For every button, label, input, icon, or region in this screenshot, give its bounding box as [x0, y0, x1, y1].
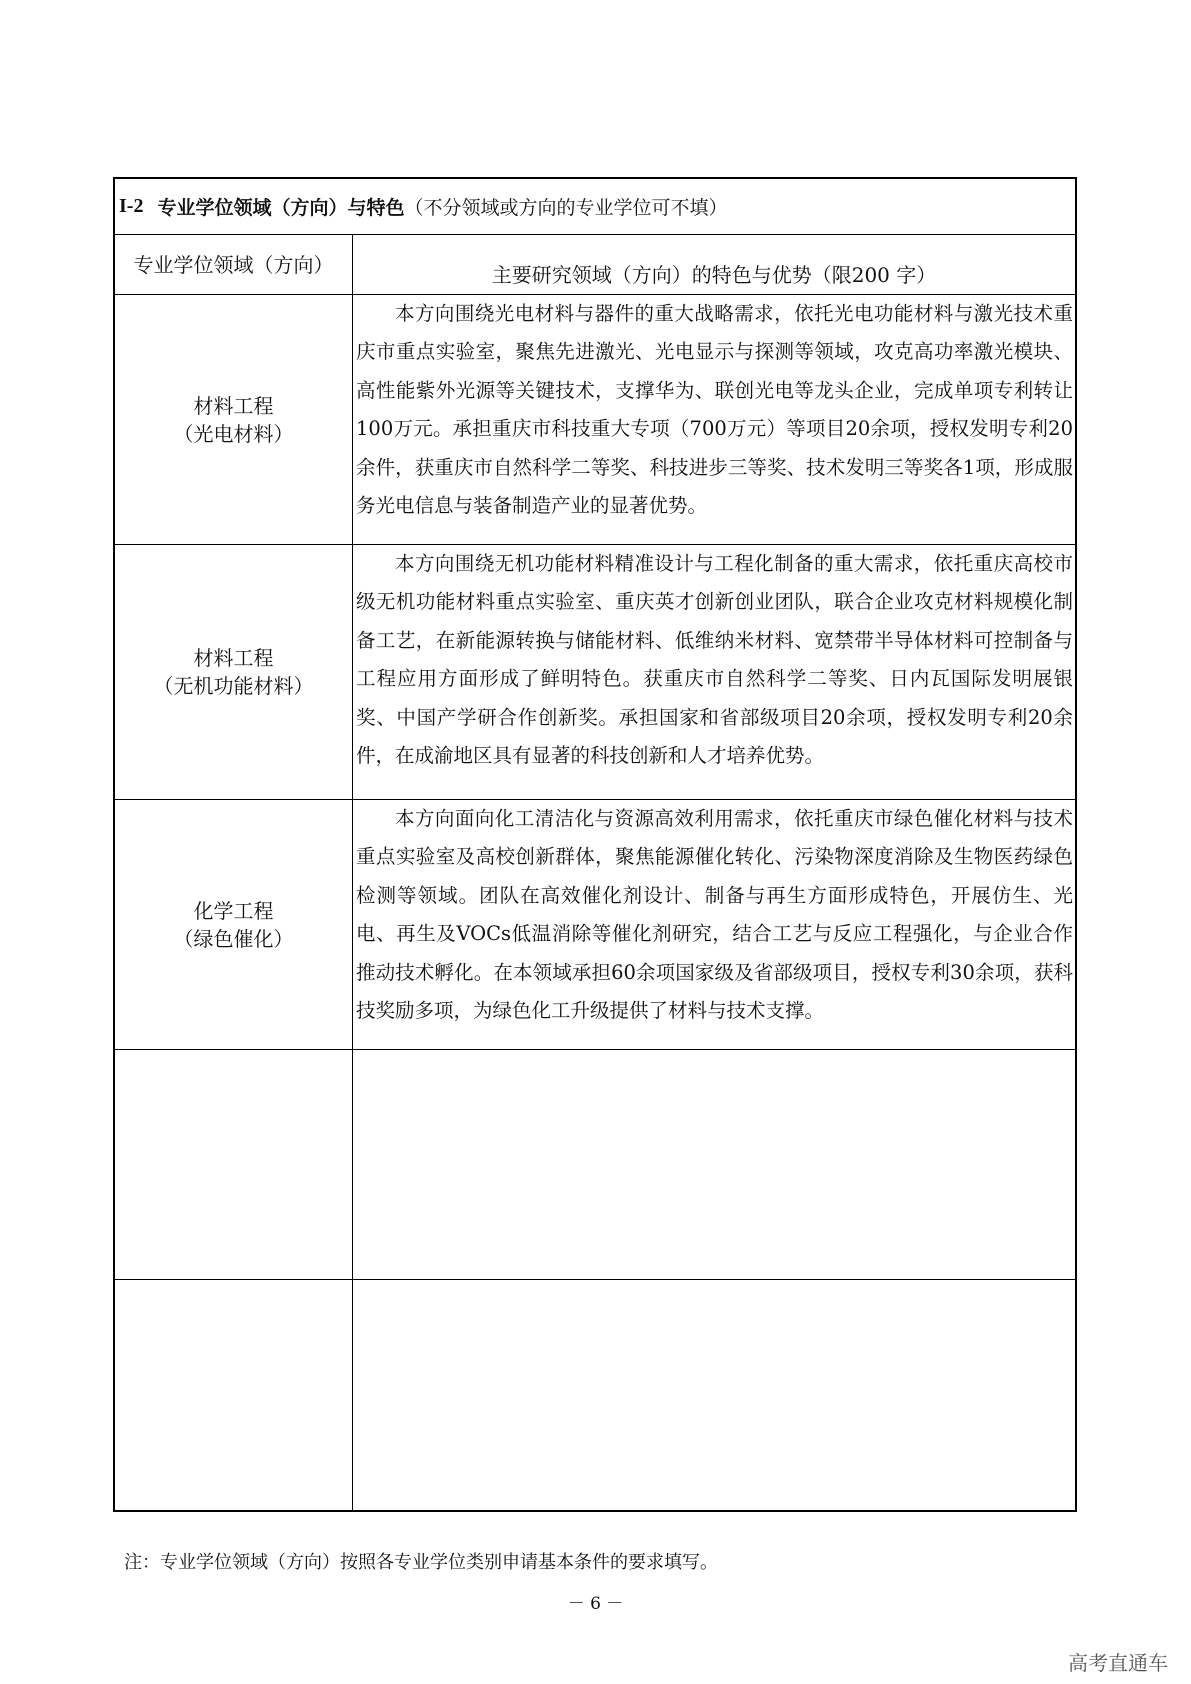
watermark: 高考直通车: [1068, 1651, 1168, 1675]
field-name: 材料工程: [193, 393, 274, 418]
table-row-empty: [115, 1280, 1075, 1510]
description-text: 本方向面向化工清洁化与资源高效利用需求，依托重庆市绿色催化材料与技术重点实验室及高校创新群体，聚焦能源催化转化、污染物深度消除及生物医药绿色检测等领域。团队在高效催化剂设计、制备与再生方面形成特色，开展仿生、光电、再生及VOCs低温消除等催化剂研究，结合工艺与反应工程强化，与企业合作推动技术孵化。在本领域承担60余项国家级及省部级项目，授权专利30余项，获科技奖励多项，为绿色化工升级提供了材料与技术支撑。: [356, 807, 1073, 1023]
section-title-row: [115, 179, 1075, 235]
header-field-label: 专业学位领域（方向）: [133, 253, 334, 277]
section-note: （不分领域或方向的专业学位可不填）: [404, 197, 728, 219]
description-cell: [353, 800, 1075, 1049]
table-header-row: [115, 235, 1075, 295]
field-direction: （绿色催化）: [173, 926, 294, 951]
field-cell: [115, 295, 353, 544]
header-field-cell: [115, 235, 353, 294]
description-cell-empty: [353, 1050, 1075, 1279]
description-text: 本方向围绕无机功能材料精准设计与工程化制备的重大需求，依托重庆高校市级无机功能材料重点实验室、重庆英才创新创业团队，联合企业攻克材料规模化制备工艺，在新能源转换与储能材料、低维纳米材料、宽禁带半导体材料可控制备与工程应用方面形成了鲜明特色。获重庆市自然科学二等奖、日内瓦国际发明展银奖、中国产学研合作创新奖。承担国家和省部级项目20余项，授权发明专利20余件，在成渝地区具有显著的科技创新和人才培养优势。: [356, 552, 1073, 768]
field-direction: （光电材料）: [173, 421, 294, 446]
footnote: 注：专业学位领域（方向）按照各专业学位类别申请基本条件的要求填写。: [124, 1552, 718, 1573]
field-name: 化学工程: [193, 898, 274, 923]
section-title: 专业学位领域（方向）与特色: [157, 197, 405, 219]
field-name: 材料工程: [193, 646, 274, 670]
form-table: [113, 177, 1077, 1512]
field-direction: （无机功能材料）: [153, 674, 314, 698]
description-text: 本方向围绕光电材料与器件的重大战略需求，依托光电功能材料与激光技术重庆市重点实验室，聚焦先进激光、光电显示与探测等领域，攻克高功率激光模块、高性能紫外光源等关键技术，支撑华为、联创光电等龙头企业，完成单项专利转让100万元。承担重庆市科技重大专项（700万元）等项目20余项，授权发明专利20余件，获重庆市自然科学二等奖、科技进步三等奖、技术发明三等奖各1项，形成服务光电信息与装备制造产业的显著优势。: [356, 302, 1073, 518]
description-cell: [353, 295, 1075, 544]
field-cell-empty: [115, 1050, 353, 1279]
table-row: [115, 295, 1075, 545]
table-row-empty: [115, 1050, 1075, 1280]
header-description-label: 主要研究领域（方向）的特色与优势（限200 字）: [491, 263, 937, 287]
description-cell-empty: [353, 1280, 1075, 1510]
field-cell: [115, 545, 353, 799]
field-cell: [115, 800, 353, 1049]
table-row: [115, 800, 1075, 1050]
header-description-cell: [353, 235, 1075, 294]
field-cell-empty: [115, 1280, 353, 1510]
page-number: － 6 －: [567, 1594, 624, 1614]
section-id: I-2: [119, 195, 144, 217]
table-row: [115, 545, 1075, 800]
description-cell: [353, 545, 1075, 799]
